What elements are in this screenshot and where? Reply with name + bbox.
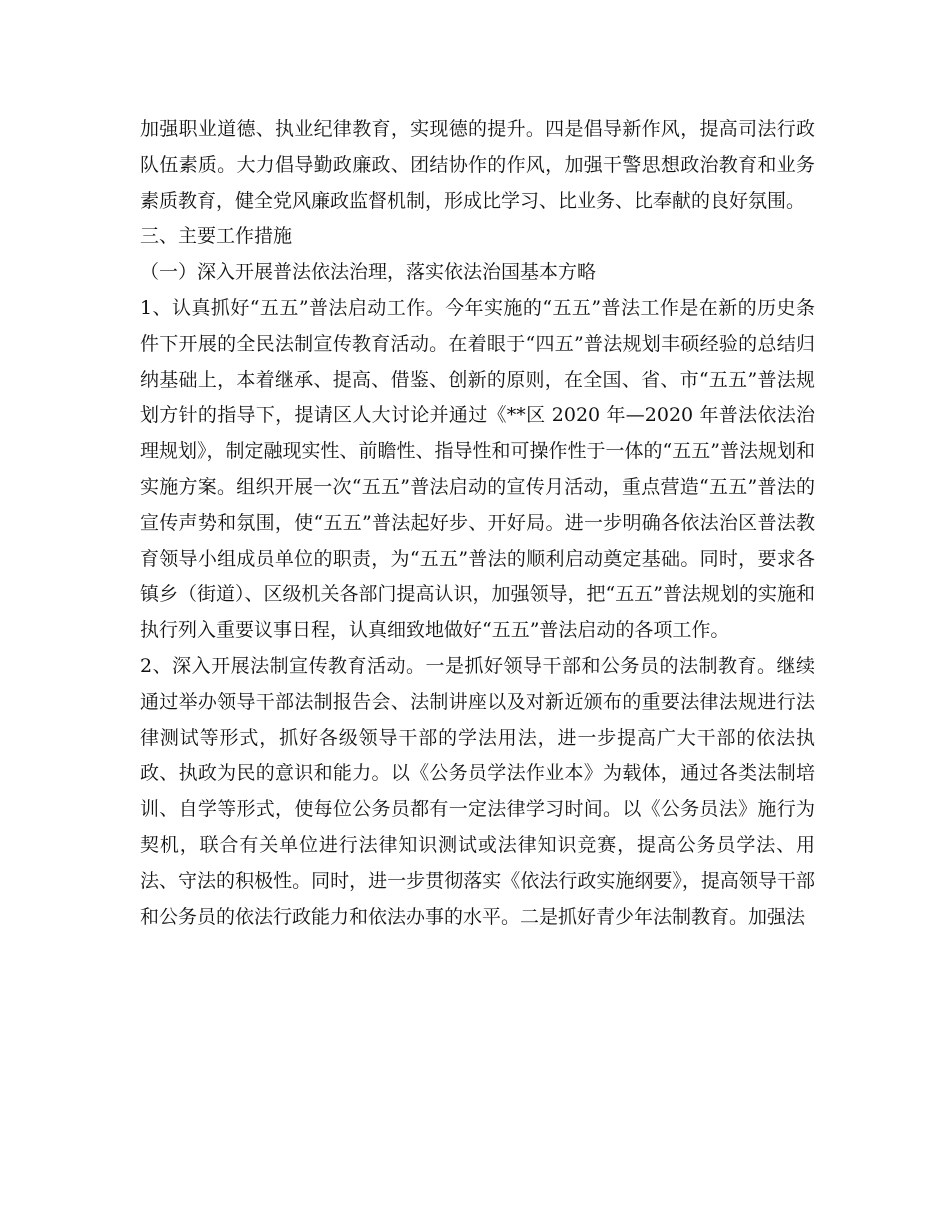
subsection-heading: （一）深入开展普法依法治理，落实依法治国基本方略: [140, 261, 597, 284]
paragraph-item-1: 1、认真抓好“五五”普法启动工作。今年实施的“五五”普法工作是在新的历史条件下开展的全民法制宣传教育活动。在着眼于“四五”普法规划丰硕经验的总结归纳基础上，本着继承、提高、借鉴、创新的原则，在全国、省、市“五五”普法规划方针的指导下，提请区人大讨论并通过《**区 2020 年—2020 年普法依法治理规划》，制定融现实性、前瞻性、指导性和可操作性于一体的“五五”普法规划和实施方案。组织开展一次“五五”普法启动的宣传月活动，重点营造“五五”普法的宣传声势和氛围，使“五五”普法起好步、开好局。进一步明确各依法治区普法教育领导小组成员单位的职责，为“五五”普法的顺利启动奠定基础。同时，要求各镇乡（街道）、区级机关各部门提高认识，加强领导，把“五五”普法规划的实施和执行列入重要议事日程，认真细致地做好“五五”普法启动的各项工作。: [140, 296, 815, 642]
paragraph-continuation: 加强职业道德、执业纪律教育，实现德的提升。四是倡导新作风，提高司法行政队伍素质。大力倡导勤政廉政、团结协作的作风，加强干警思想政治教育和业务素质教育，健全党风廉政监督机制，形成比学习、比业务、比奉献的良好氛围。: [140, 118, 815, 212]
document-body: [140, 112, 815, 935]
paragraph-item-2: 2、深入开展法制宣传教育活动。一是抓好领导干部和公务员的法制教育。继续通过举办领导干部法制报告会、法制讲座以及对新近颁布的重要法律法规进行法律测试等形式，抓好各级领导干部的学法用法，进一步提高广大干部的依法执政、执政为民的意识和能力。以《公务员学法作业本》为载体，通过各类法制培训、自学等形式，使每位公务员都有一定法律学习时间。以《公务员法》施行为契机，联合有关单位进行法律知识测试或法律知识竞赛，提高公务员学法、用法、守法的积极性。同时，进一步贯彻落实《依法行政实施纲要》，提高领导干部和公务员的依法行政能力和依法办事的水平。二是抓好青少年法制教育。加强法: [140, 654, 815, 928]
section-heading: 三、主要工作措施: [140, 225, 293, 248]
